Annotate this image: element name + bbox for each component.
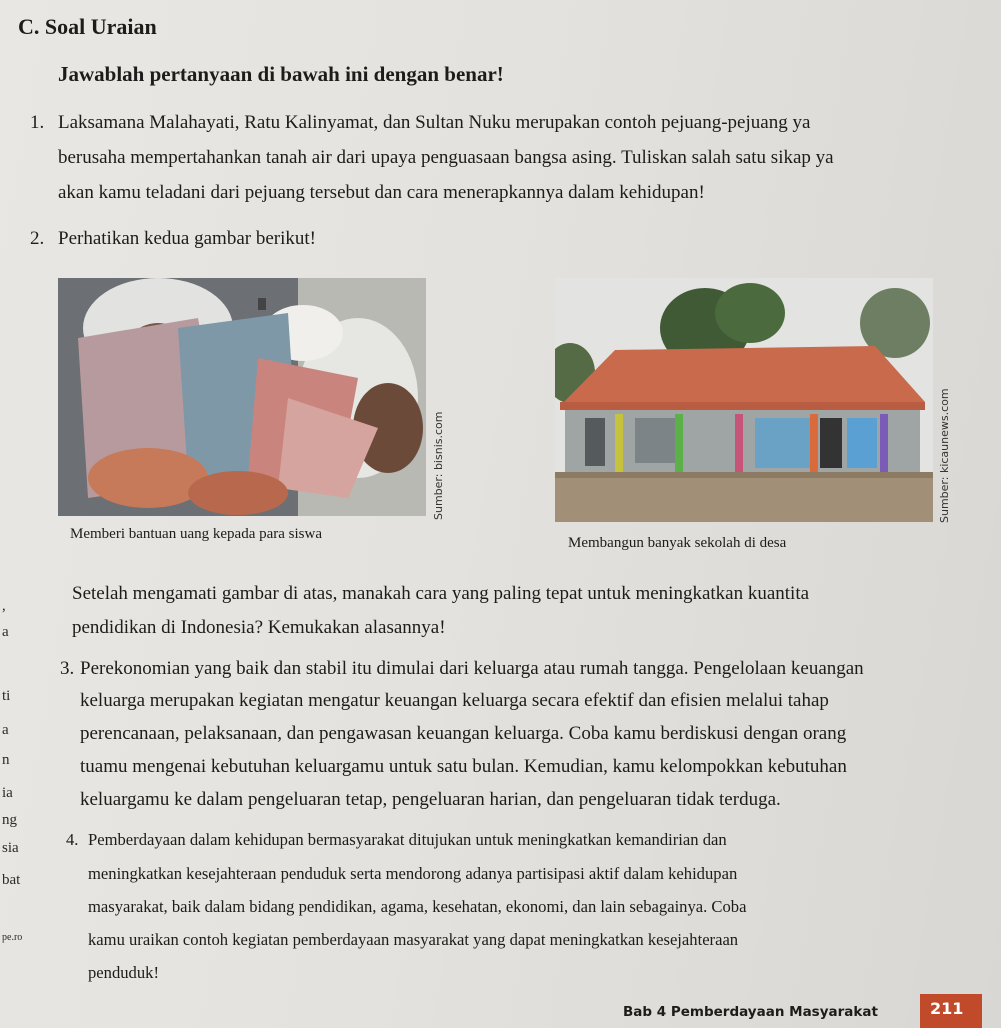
left-photo-credit: Sumber: bisnis.com bbox=[432, 411, 445, 520]
photo-village-school-illustration bbox=[555, 278, 933, 522]
margin-fragment: a bbox=[2, 624, 9, 640]
left-photo-caption: Memberi bantuan uang kepada para siswa bbox=[70, 526, 322, 542]
q4-line-3: masyarakat, baik dalam bidang pendidikan, agama, kesehatan, ekonomi, dan lain sebagainya. Coba bbox=[88, 897, 747, 916]
photo-money-aid-illustration bbox=[58, 278, 426, 516]
q2-intro: Perhatikan kedua gambar berikut! bbox=[58, 228, 316, 249]
instruction: Jawablah pertanyaan di bawah ini dengan benar! bbox=[58, 62, 504, 86]
q3-line-2: keluarga merupakan kegiatan mengatur keuangan keluarga secara efektif dan efisien melalui tahap bbox=[80, 690, 829, 711]
footer-chapter: Bab 4 Pemberdayaan Masyarakat bbox=[623, 1004, 878, 1020]
q1-line-1: Laksamana Malahayati, Ratu Kalinyamat, dan Sultan Nuku merupakan contoh pejuang-pejuang ya bbox=[58, 112, 811, 133]
margin-fragment: ng bbox=[2, 812, 17, 828]
margin-fragment: sia bbox=[2, 840, 19, 856]
q2-line-2: pendidikan di Indonesia? Kemukakan alasannya! bbox=[72, 617, 446, 638]
q1-line-3: akan kamu teladani dari pejuang tersebut dan cara menerapkannya dalam kehidupan! bbox=[58, 182, 705, 203]
q2-number: 2. bbox=[30, 228, 45, 249]
q3-line-4: tuamu mengenai kebutuhan keluargamu untuk satu bulan. Kemudian, kamu kelompokkan kebutuhan bbox=[80, 756, 847, 777]
right-photo-credit: Sumber: kicaunews.com bbox=[938, 388, 951, 523]
right-photo-caption: Membangun banyak sekolah di desa bbox=[568, 535, 787, 551]
margin-fragment: ia bbox=[2, 785, 13, 801]
q4-line-1: Pemberdayaan dalam kehidupan bermasyarakat ditujukan untuk meningkatkan kemandirian dan bbox=[88, 830, 727, 849]
q2-line-1: Setelah mengamati gambar di atas, manakah cara yang paling tepat untuk meningkatkan kuantita bbox=[72, 583, 810, 604]
q4-line-2: meningkatkan kesejahteraan penduduk serta mendorong adanya partisipasi aktif dalam kehidupan bbox=[88, 864, 738, 883]
margin-fragment: bat bbox=[2, 872, 21, 888]
photo-money-aid bbox=[58, 278, 426, 516]
margin-fragment: n bbox=[2, 752, 10, 768]
section-title: C. Soal Uraian bbox=[18, 14, 157, 39]
q1-line-2: berusaha mempertahankan tanah air dari upaya penguasaan bangsa asing. Tuliskan salah satu sikap ya bbox=[58, 147, 834, 168]
margin-fragment: , bbox=[2, 598, 6, 614]
q3-line-5: keluargamu ke dalam pengeluaran tetap, pengeluaran harian, dan pengeluaran tidak terduga. bbox=[80, 789, 781, 810]
margin-fragment: pe.ro bbox=[2, 932, 23, 943]
q4-line-5: penduduk! bbox=[88, 963, 159, 982]
q4-number: 4. bbox=[66, 830, 79, 849]
q3-number: 3. bbox=[60, 658, 75, 679]
margin-fragment: a bbox=[2, 722, 9, 738]
margin-fragment: ti bbox=[2, 688, 11, 704]
q3-line-1: Perekonomian yang baik dan stabil itu dimulai dari keluarga atau rumah tangga. Pengelolaan keuangan bbox=[80, 658, 864, 679]
photo-village-school bbox=[555, 278, 933, 522]
page-number: 211 bbox=[930, 999, 964, 1018]
q1-number: 1. bbox=[30, 112, 45, 133]
q3-line-3: perencanaan, pelaksanaan, dan pengawasan keuangan keluarga. Coba kamu berdiskusi dengan orang bbox=[80, 723, 847, 744]
q4-line-4: kamu uraikan contoh kegiatan pemberdayaan masyarakat yang dapat meningkatkan kesejahteraan bbox=[88, 930, 739, 949]
